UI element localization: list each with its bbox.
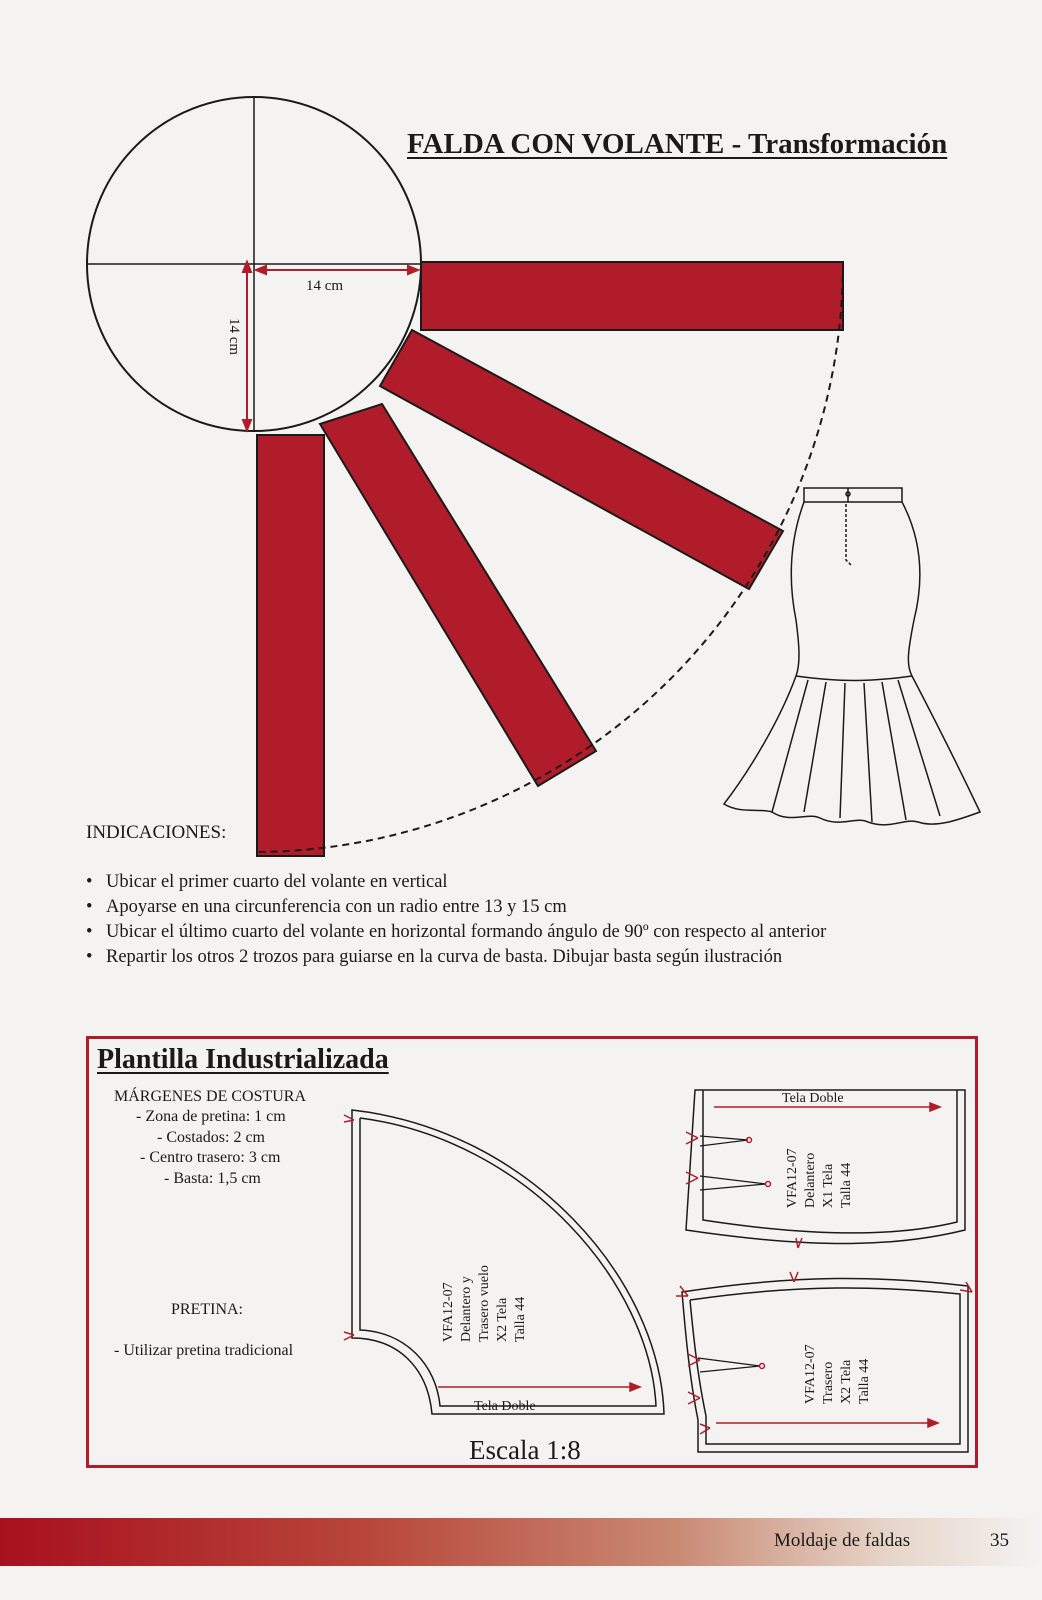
page-number: 35	[990, 1530, 1009, 1551]
front-darts	[700, 1136, 766, 1190]
list-item: • Ubicar el último cuarto del volante en horizontal formando ángulo de 90º con respecto al anterior	[82, 920, 826, 945]
horizontal-radius-arrow	[256, 266, 418, 274]
flounce-label-line: X2 Tela	[495, 1297, 510, 1342]
back-piece-label	[803, 1344, 872, 1404]
footer-book-title: Moldaje de faldas	[774, 1530, 911, 1551]
flounce-piece-label	[441, 1265, 528, 1342]
list-item: • Ubicar el primer cuarto del volante en vertical	[82, 870, 826, 895]
pretina-heading: PRETINA:	[171, 1301, 243, 1318]
margin-item: - Basta: 1,5 cm	[164, 1170, 261, 1187]
back-dart	[698, 1358, 760, 1372]
front-dart-markers	[686, 1132, 771, 1187]
front-label-line: X1 Tela	[821, 1163, 836, 1208]
front-fold-label: Tela Doble	[782, 1091, 844, 1106]
front-piece-label	[785, 1148, 854, 1208]
scale-label: Escala 1:8	[469, 1435, 581, 1465]
front-label-line: Talla 44	[839, 1162, 854, 1208]
indicaciones-list	[82, 870, 826, 970]
indicaciones-heading: INDICACIONES:	[86, 822, 227, 843]
vertical-measure-label: 14 cm	[226, 318, 242, 356]
flounce-label-line: Talla 44	[513, 1296, 528, 1342]
flounce-pattern-piece	[352, 1110, 664, 1414]
front-label-line: VFA12-07	[785, 1148, 800, 1208]
page-title: FALDA CON VOLANTE - Transformación	[407, 128, 948, 160]
margin-item: - Costados: 2 cm	[157, 1129, 265, 1146]
back-label-line: X2 Tela	[839, 1359, 854, 1404]
flounce-fold-label: Tela Doble	[474, 1399, 536, 1414]
flounce-grain-arrow	[438, 1383, 640, 1391]
margins-heading: MÁRGENES DE COSTURA	[114, 1088, 307, 1105]
flounce-strip-horizontal	[421, 262, 843, 330]
flounce-strip-vertical	[257, 435, 324, 856]
flounce-label-line: Delantero y	[459, 1276, 474, 1342]
back-grain-arrow	[716, 1419, 938, 1427]
back-label-line: Talla 44	[857, 1358, 872, 1404]
back-label-line: Trasero	[821, 1361, 836, 1404]
vertical-radius-arrow	[243, 262, 251, 430]
back-label-line: VFA12-07	[803, 1344, 818, 1404]
list-item: • Apoyarse en una circunferencia con un radio entre 13 y 15 cm	[82, 895, 826, 920]
margin-item: - Centro trasero: 3 cm	[140, 1149, 281, 1166]
margin-item: - Zona de pretina: 1 cm	[136, 1108, 286, 1125]
pattern-pieces	[0, 1060, 1042, 1460]
front-label-line: Delantero	[803, 1152, 818, 1208]
list-item: • Repartir los otros 2 trozos para guiarse en la curva de basta. Dibujar basta según ilustración	[82, 945, 826, 970]
flounce-label-line: VFA12-07	[441, 1282, 456, 1342]
template-title: Plantilla Industrializada	[97, 1044, 389, 1075]
flounce-label-line: Trasero vuelo	[477, 1265, 492, 1342]
pretina-note: - Utilizar pretina tradicional	[114, 1342, 294, 1359]
horizontal-measure-label: 14 cm	[306, 278, 344, 294]
